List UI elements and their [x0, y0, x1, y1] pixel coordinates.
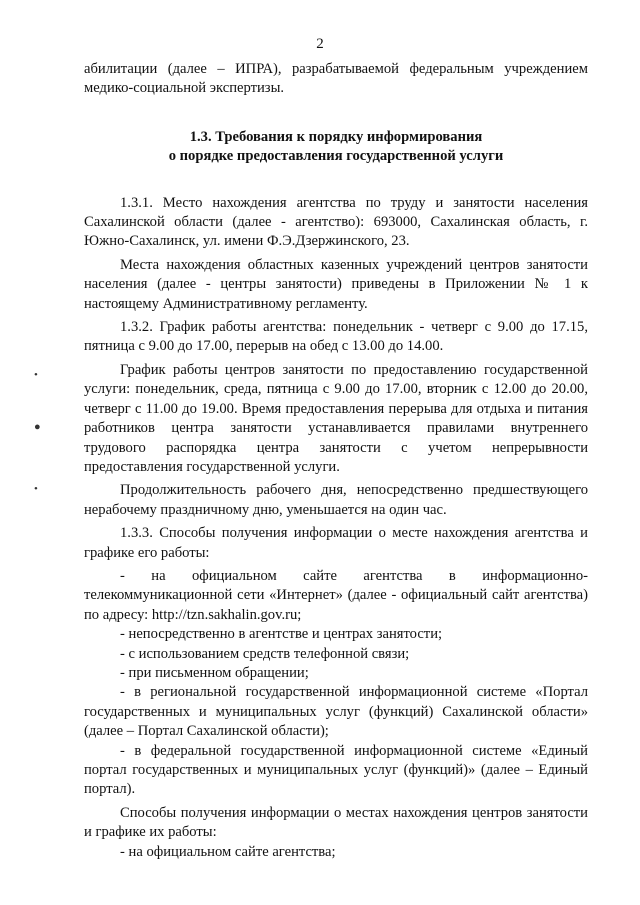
section-heading-line-2: о порядке предоставления государственной услуги [168, 148, 504, 165]
section-heading-line-1: 1.3. Требования к порядку информирования [189, 128, 483, 145]
list-item-regional-portal: - в региональной государственной информационной системе «Портал государственных и муниципальных услуг (функций) Сахалинской области» (далее – Портал Сахалинской области); [84, 684, 588, 740]
list-item-unified-portal: - в федеральной государственной информационной системе «Единый портал государственных и муниципальных услуг (функций)» (далее – Единый портал). [84, 742, 588, 798]
margin-mark: ● [34, 421, 41, 433]
margin-mark: • [34, 483, 38, 495]
list-item-phone: - с использованием средств телефонной связи; [120, 645, 410, 662]
paragraph-centers-schedule: График работы центров занятости по предоставлению государственной услуги: понедельник, среда, пятница с 9.00 до 17.00, вторник с 12.00 до 20.00, четверг с 11.00 до 19.00. Время предоставления перерыва для отдыха и питания работников центра занятости устанавливается правилами внутреннего трудового распорядка центра занятости с учетом непрерывности предоставления государственной услуги. [84, 361, 588, 475]
paragraph-centers-location: Места нахождения областных казенных учреждений центров занятости населения (далее - центры занятости) приведены в Приложении № 1 к настоящему Административному регламенту. [84, 256, 588, 312]
page-number: 2 [316, 36, 324, 52]
paragraph-centers-info-methods: Способы получения информации о местах нахождения центров занятости и графике их работы: [84, 804, 588, 841]
intro-paragraph: абилитации (далее – ИПРА), разрабатываемой федеральным учреждением медико-социальной экспертизы. [84, 61, 588, 97]
list-item-in-person: - непосредственно в агентстве и центрах занятости; [120, 626, 443, 643]
paragraph-preholiday: Продолжительность рабочего дня, непосредственно предшествующего нерабочему праздничному дню, уменьшается на один час. [84, 482, 588, 518]
paragraph-1-3-2: 1.3.2. График работы агентства: понедельник - четверг с 9.00 до 17.15, пятница с 9.00 до 17.00, перерыв на обед с 13.00 до 14.00. [84, 319, 588, 355]
paragraph-1-3-3: 1.3.3. Способы получения информации о месте нахождения агентства и графике его работы: [84, 525, 588, 561]
margin-mark: • [34, 369, 38, 381]
list-item-agency-website: - на официальном сайте агентства; [120, 843, 336, 860]
list-item-written: - при письменном обращении; [120, 664, 309, 681]
section-heading [84, 128, 588, 167]
document-body [84, 60, 588, 862]
list-item-website: - на официальном сайте агентства в информационно-телекоммуникационной сети «Интернет» (далее - официальный сайт агентства) по адресу: http://tzn.sakhalin.gov.ru; [84, 567, 588, 623]
paragraph-1-3-1: 1.3.1. Место нахождения агентства по труду и занятости населения Сахалинской области (далее - агентство): 693000, Сахалинская область, г. Южно-Сахалинск, ул. имени Ф.Э.Дзержинского, 23. [84, 194, 588, 250]
